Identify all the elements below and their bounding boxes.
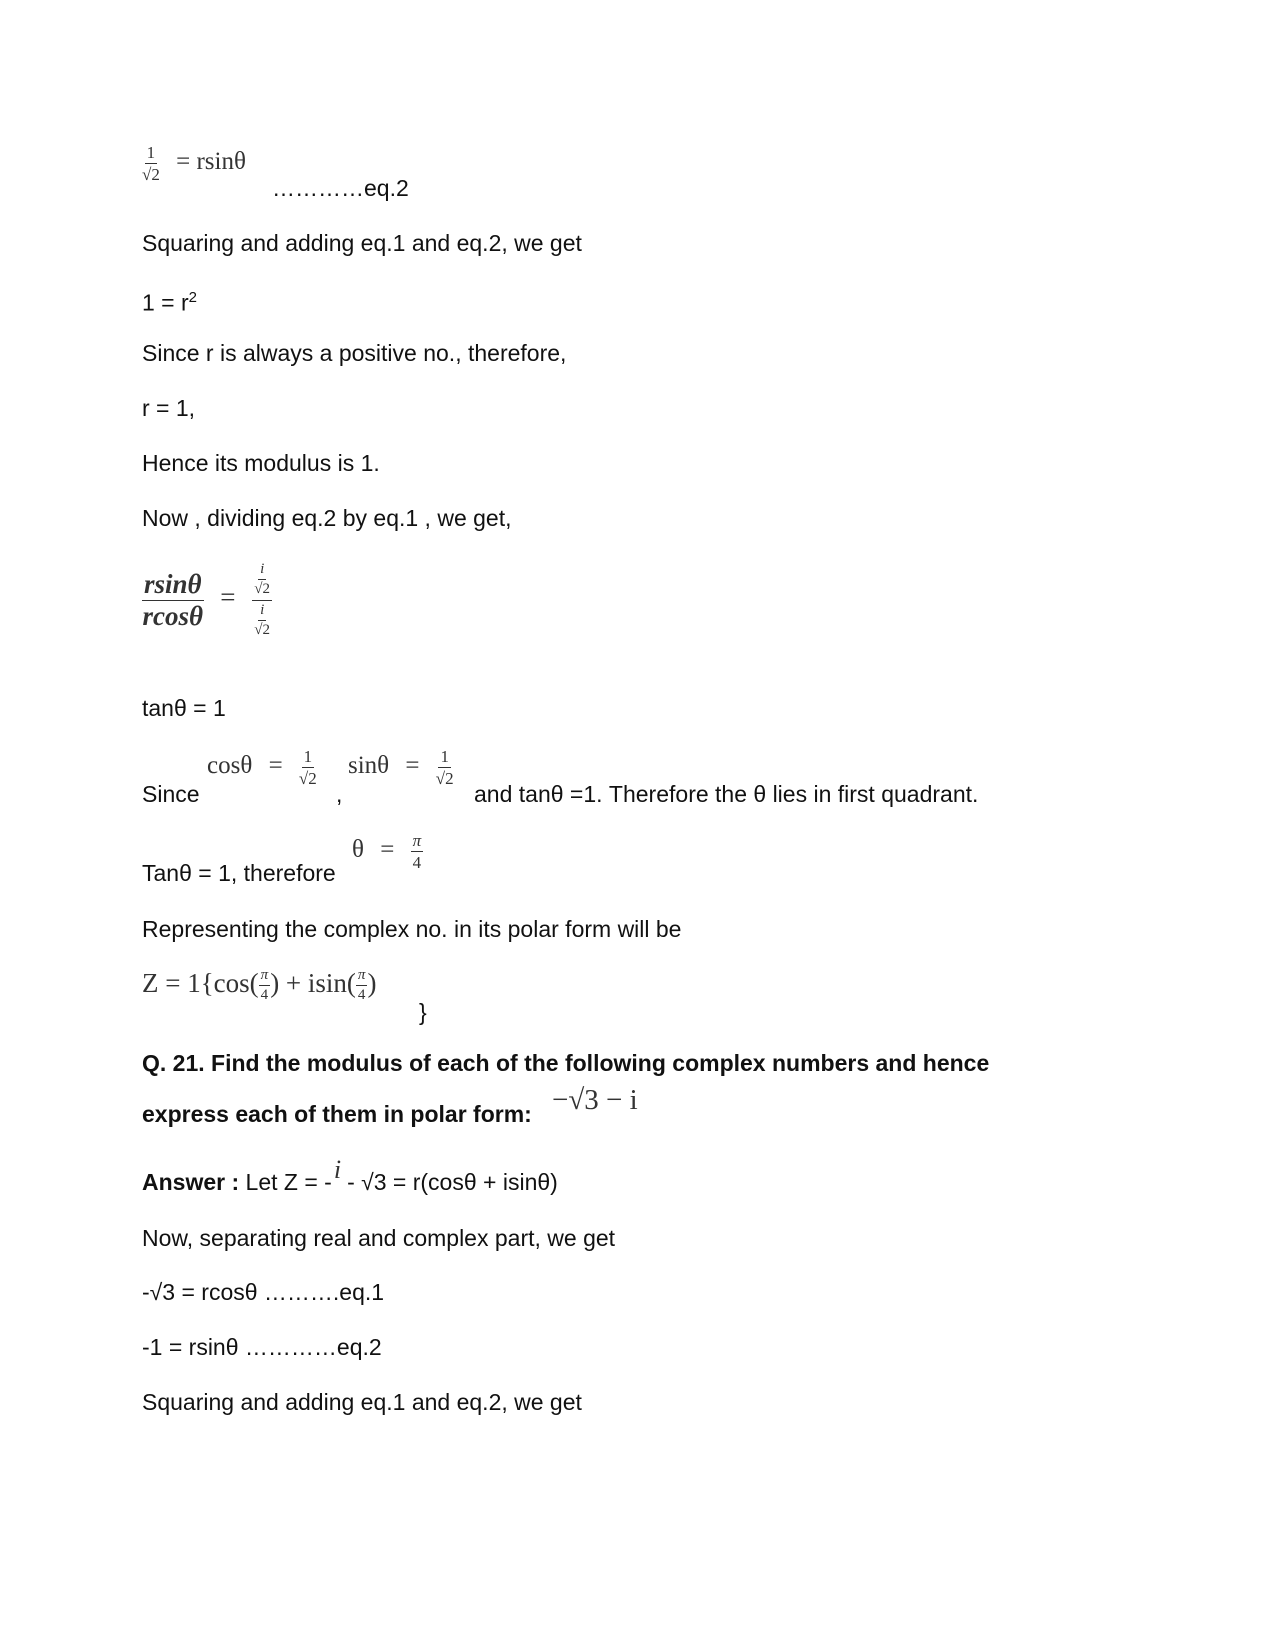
one-over-root2-fraction: $\frac{1}{√2}$: [142, 143, 160, 184]
pi-over-4-sin: $\frac{\pi}{4}$: [357, 967, 366, 1004]
question-21-line-2: express each of them in polar form:: [142, 1101, 532, 1127]
question-21-line-1: Q. 21. Find the modulus of each of the following complex numbers and hence: [142, 1050, 990, 1076]
now-dividing: Now , dividing eq.2 by eq.1 , we get,: [142, 505, 512, 531]
sin-label: sinθ: [348, 752, 390, 780]
compound-fraction: [252, 562, 272, 638]
first-quadrant-text: and tanθ =1. Therefore the θ lies in first quadrant.: [474, 781, 979, 807]
squaring-text-2: Squaring and adding eq.1 and eq.2, we get: [142, 1389, 582, 1415]
theta-equals-pi-over-4: θ = $\frac{\pi}{4}$: [352, 831, 422, 872]
cos-equals-fraction: cosθ = $\frac{1}{√2}$: [207, 747, 317, 788]
answer-i: i: [333, 1155, 342, 1184]
eq2-rhs: = rsinθ: [176, 148, 246, 176]
rsin-over-rcos-fraction: $\frac{rsin\theta}{rcos\theta}$: [142, 568, 204, 631]
tan-equals-1: tanθ = 1: [142, 695, 226, 721]
pi-over-4-cos: $\frac{\pi}{4}$: [260, 967, 269, 1004]
sin-fraction: $\frac{1}{√2}$: [435, 747, 454, 788]
answer-line: Answer : Let Z = -i - √3 = r(cosθ + isinθ): [142, 1155, 558, 1195]
since-word: Since: [142, 781, 200, 807]
i-over-root2-top: $\frac{i}{√2}$: [254, 561, 271, 597]
ratio-equals-sign: =: [220, 582, 236, 613]
eq2-top-formula: [142, 144, 256, 183]
hence-modulus: Hence its modulus is 1.: [142, 450, 380, 476]
polar-form-formula: Z = 1{cos( $\frac{\pi}{4}$ ) + isin( $\frac{\pi}{4}$ ): [142, 967, 377, 1004]
eq2-tag: …………eq.2: [272, 175, 409, 201]
squaring-text-1: Squaring and adding eq.1 and eq.2, we get: [142, 230, 582, 256]
question-21-expression: −√3 − i: [552, 1084, 638, 1116]
representing-polar: Representing the complex no. in its polar form will be: [142, 916, 682, 942]
since-r-positive: Since r is always a positive no., therefore,: [142, 340, 567, 366]
sin-equals-fraction: sinθ = $\frac{1}{√2}$: [348, 747, 454, 788]
polar-closing-brace: }: [419, 999, 427, 1025]
separating-text: Now, separating real and complex part, we get: [142, 1225, 616, 1251]
ratio-equation: [142, 562, 272, 638]
since-comma: ,: [336, 781, 343, 807]
one-equals-r-squared: $1 = r^2$: [142, 289, 198, 316]
answer-label: Answer :: [142, 1169, 240, 1195]
tan-therefore: Tanθ = 1, therefore: [142, 860, 336, 886]
pi-over-4-fraction: $\frac{\pi}{4}$: [412, 831, 422, 872]
cos-fraction: $\frac{1}{√2}$: [298, 747, 317, 788]
r-equals-1: r = 1,: [142, 395, 196, 421]
eq2-line: -1 = rsinθ …………eq.2: [142, 1334, 382, 1360]
i-over-root2-bottom: $\frac{i}{√2}$: [254, 602, 271, 638]
cos-label: cosθ: [207, 752, 253, 780]
eq1-line: -√3 = rcosθ ……….eq.1: [142, 1279, 385, 1305]
